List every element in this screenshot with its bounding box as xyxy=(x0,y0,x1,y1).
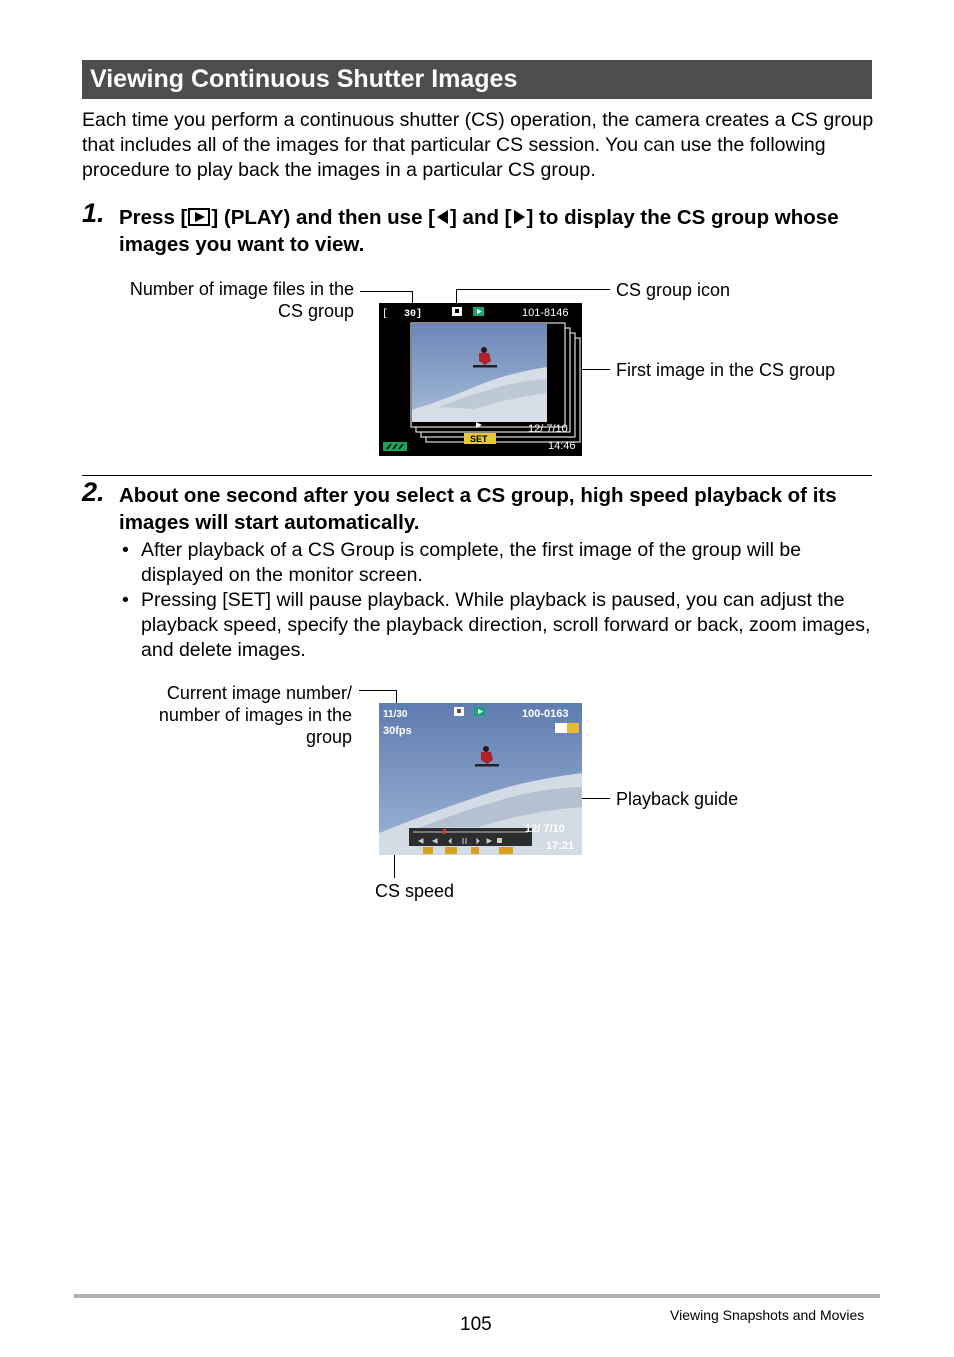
camera-screen-playback-graphic xyxy=(379,703,582,855)
step-1-number: 1. xyxy=(82,198,105,228)
callout-first-image: First image in the CS group xyxy=(616,360,836,380)
bullet-dot: • xyxy=(122,539,129,561)
camera-screen-cs-group xyxy=(379,303,582,456)
screen-file-number: 100-0163 xyxy=(522,708,569,720)
camera-screen-playback xyxy=(379,703,582,855)
callout-playback-guide: Playback guide xyxy=(616,789,739,809)
screen-date: 12/ 7/10 xyxy=(525,823,565,835)
page-number: 105 xyxy=(460,1314,492,1335)
screen-file-number: 101-8146 xyxy=(522,307,569,319)
section-title: Viewing Continuous Shutter Images xyxy=(90,65,518,93)
screen-fps: 30fps xyxy=(383,725,412,737)
screen-set-label: SET xyxy=(470,434,488,444)
leader-line xyxy=(456,289,610,290)
step-2-text: About one second after you select a CS group, high speed playback of its images will start automatically. xyxy=(119,484,837,534)
step-divider xyxy=(82,475,872,476)
svg-text:[: [ xyxy=(382,309,389,320)
screen-count-label: 30] xyxy=(404,309,423,320)
step-2-number: 2. xyxy=(82,477,105,507)
bullet-text: After playback of a CS Group is complete, the first image of the group will be displayed on the monitor screen. xyxy=(141,539,802,586)
left-arrow-icon xyxy=(437,210,448,224)
callout-current-image: Current image number/ number of images in the group xyxy=(158,683,352,747)
callout-group-icon: CS group icon xyxy=(616,280,731,300)
screen-date: 12/ 7/10 xyxy=(528,423,568,435)
screen-time: 17:21 xyxy=(546,840,575,852)
step-1-text-part: ] and [ xyxy=(450,206,512,229)
callout-files-count: Number of image files in the CS group xyxy=(129,279,354,321)
step-1-text-part: Press [ xyxy=(119,206,188,229)
step-2-bullets xyxy=(120,538,880,663)
footer-chapter-title: Viewing Snapshots and Movies xyxy=(670,1307,865,1323)
leader-line xyxy=(359,690,396,691)
camera-screen-cs-group-graphic xyxy=(379,303,582,456)
step-1-text-part: ] to display the CS group whose images you want to view. xyxy=(119,206,839,256)
step-1-text-part: ] (PLAY) and then use [ xyxy=(211,206,436,229)
leader-line xyxy=(360,291,413,292)
screen-counter: 11/30 xyxy=(383,709,408,720)
footer-rule xyxy=(74,1294,880,1298)
play-button-icon xyxy=(188,208,210,226)
bullet-item xyxy=(120,588,880,663)
bullet-text: Pressing [SET] will pause playback. While playback is paused, you can adjust the playback speed, specify the playback direction, scroll forward or back, zoom images, and delete images. xyxy=(141,589,871,661)
callout-cs-speed: CS speed xyxy=(375,881,455,901)
intro-paragraph: Each time you perform a continuous shutter (CS) operation, the camera creates a CS group that includes all of the images for that particular CS session. You can use the following procedure to play back the images in a particular CS group. xyxy=(82,109,874,181)
bullet-item xyxy=(120,538,880,588)
right-arrow-icon xyxy=(514,210,525,224)
bullet-dot: • xyxy=(122,589,129,611)
step-1-text xyxy=(119,204,879,258)
screen-time: 14:46 xyxy=(548,440,576,452)
